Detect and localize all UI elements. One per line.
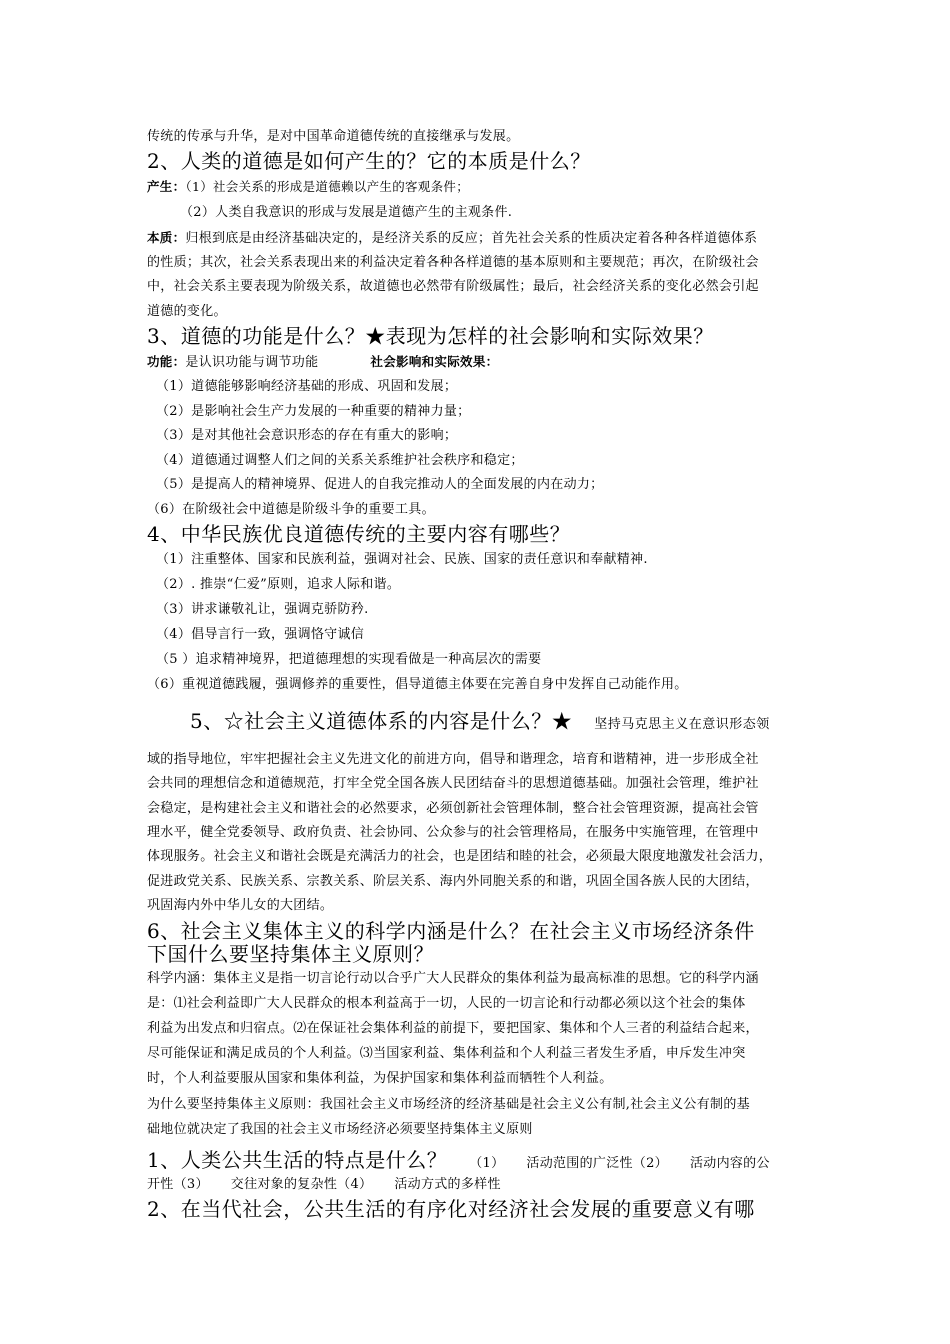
q6-text-3: 利益为出发点和归宿点。⑵在保证社会集体利益的前提下，要把国家、集体和个人三者的利益结合起来， — [147, 1021, 759, 1036]
tradition-item-3: （3）讲求谦敬礼让，强调克骄防矜. — [156, 602, 369, 617]
tradition-item-6: （6）重视道德践履，强调修养的重要性，倡导道德主体要在完善自身中发挥自己动能作用。 — [147, 677, 688, 692]
tradition-item-5: （5 ）追求精神境界，把道德理想的实现看做是一种高层次的需要 — [156, 652, 542, 667]
q5-text-2: 会共同的理想信念和道德规范，打牢全党全国各族人民团结奋斗的思想道德基础。加强社会管理，维护社 — [147, 776, 759, 791]
q5-text-6: 促进政党关系、民族关系、宗教关系、阶层关系、海内外同胞关系的和谐，巩固全国各族人民的大团结， — [147, 874, 759, 889]
essence-text-3: 中，社会关系主要表现为阶级关系，故道德也必然带有阶级属性；最后，社会经济关系的变化必然会引起 — [147, 279, 759, 294]
essence-text-4: 道德的变化。 — [147, 304, 227, 319]
tradition-item-2: （2）. 推崇“仁爱”原则，追求人际和谐。 — [156, 577, 401, 592]
effect-item-4: （4）道德通过调整人们之间的关系关系维护社会秩序和稳定； — [156, 453, 524, 468]
origin-label: 产生： — [147, 179, 186, 194]
essence-text-2: 的性质；其次，社会关系表现出来的利益决定着各种各样道德的基本原则和主要规范；再次，在阶级社会 — [147, 255, 759, 270]
function-line — [147, 352, 817, 373]
public-life-q1-t1: （1） — [469, 1156, 505, 1171]
tradition-item-4: （4）倡导言行一致，强调恪守诚信 — [156, 627, 365, 642]
effect-item-3: （3）是对其他社会意识形态的存在有重大的影响； — [156, 428, 458, 443]
public-life-q1-line — [147, 1145, 817, 1179]
q6-text-6: 为什么要坚持集体主义原则：我国社会主义市场经济的经济基础是社会主义公有制,社会主义公有制的基 — [147, 1097, 750, 1112]
q5-text-7: 巩固海内外中华儿女的大团结。 — [147, 898, 334, 913]
q5-text-3: 会稳定，是构建社会主义和谐社会的必然要求，必须创新社会管理体制，整合社会管理资源，提高社会管 — [147, 801, 759, 816]
q5-text-4: 理水平，健全党委领导、政府负责、社会协同、公众参与的社会管理格局，在服务中实施管理，在管理中 — [147, 825, 759, 840]
effect-item-1: （1）道德能够影响经济基础的形成、巩固和发展； — [156, 379, 458, 394]
q5-text-1: 域的指导地位，牢牢把握社会主义先进文化的前进方向，倡导和谐理念，培育和谐精神，进一步形成全社 — [147, 752, 759, 767]
question-5-heading-line — [190, 708, 820, 738]
q6-text-1: 科学内涵：集体主义是指一切言论行动以合乎广大人民群众的集体利益为最高标准的思想。它的科学内涵 — [147, 971, 759, 986]
essence-label: 本质： — [147, 230, 186, 245]
question-5-heading: 5、☆社会主义道德体系的内容是什么？★ — [190, 709, 573, 733]
public-life-q1-l2b: 交往对象的复杂性（4） — [230, 1177, 373, 1192]
effect-label: 社会影响和实际效果： — [370, 354, 499, 369]
effect-item-5: （5）是提高人的精神境界、促进人的自我完推动人的全面发展的内在动力； — [156, 477, 604, 492]
public-life-q1-l2a: 开性（3） — [147, 1177, 209, 1192]
q6-text-5: 时，个人利益要服从国家和集体利益，为保护国家和集体利益而牺牲个人利益。 — [147, 1071, 613, 1086]
essence-text-1: 归根到底是由经济基础决定的，是经济关系的反应；首先社会关系的性质决定着各种各样道德体系 — [185, 231, 758, 246]
effect-item-2: （2）是影响社会生产力发展的一种重要的精神力量； — [156, 404, 471, 419]
public-life-q1-line-2 — [147, 1175, 817, 1195]
origin-item-1: （1）社会关系的形成是道德赖以产生的客观条件； — [185, 179, 470, 194]
tradition-item-1: （1）注重整体、国家和民族利益，强调对社会、民族、国家的责任意识和奉献精神. — [156, 552, 648, 567]
essence-line-1 — [147, 228, 817, 249]
function-label: 功能： — [147, 354, 186, 369]
question-4-heading: 4、中华民族优良道德传统的主要内容有哪些？ — [147, 522, 571, 546]
question-3-heading: 3、道德的功能是什么？★表现为怎样的社会影响和实际效果？ — [147, 324, 714, 348]
function-text: 是认识功能与调节功能 — [185, 355, 319, 370]
q6-text-4: 尽可能保证和满足成员的个人利益。⑶当国家利益、集体利益和个人利益三者发生矛盾，申斥发生冲突 — [147, 1046, 746, 1061]
public-life-q2-heading: 2、在当代社会，公共生活的有序化对经济社会发展的重要意义有哪 — [147, 1197, 755, 1221]
public-life-q1-t2: 活动范围的广泛性（2） — [526, 1156, 668, 1171]
origin-item-2: （2）人类自我意识的形成与发展是道德产生的主观条件. — [180, 205, 513, 220]
effect-item-6: （6）在阶级社会中道德是阶级斗争的重要工具。 — [147, 502, 435, 517]
public-life-q1-heading: 1、人类公共生活的特点是什么？ — [147, 1148, 448, 1172]
public-life-q1-t3: 活动内容的公 — [689, 1156, 770, 1171]
question-2-heading: 2、人类的道德是如何产生的？它的本质是什么？ — [147, 149, 591, 173]
q6-text-2: 是：⑴社会利益即广大人民群众的根本利益高于一切，人民的一切言论和行动都必须以这个社会的集体 — [147, 996, 746, 1011]
q6-text-7: 础地位就决定了我国的社会主义市场经济必须要坚持集体主义原则 — [147, 1122, 533, 1137]
public-life-q1-l2c: 活动方式的多样性 — [394, 1177, 501, 1192]
origin-line-1 — [147, 177, 817, 198]
question-6-heading-2: 下国什么要坚持集体主义原则？ — [147, 942, 434, 966]
intro-line: 传统的传承与升华，是对中国革命道德传统的直接继承与发展。 — [147, 129, 520, 144]
question-6-heading-1: 6、社会主义集体主义的科学内涵是什么？在社会主义市场经济条件 — [147, 919, 755, 943]
q5-text-5: 体现服务。社会主义和谐社会既是充满活力的社会，也是团结和睦的社会，必须最大限度地激发社会活力， — [147, 849, 773, 864]
question-5-heading-tail: 坚持马克思主义在意识形态领 — [594, 717, 770, 732]
